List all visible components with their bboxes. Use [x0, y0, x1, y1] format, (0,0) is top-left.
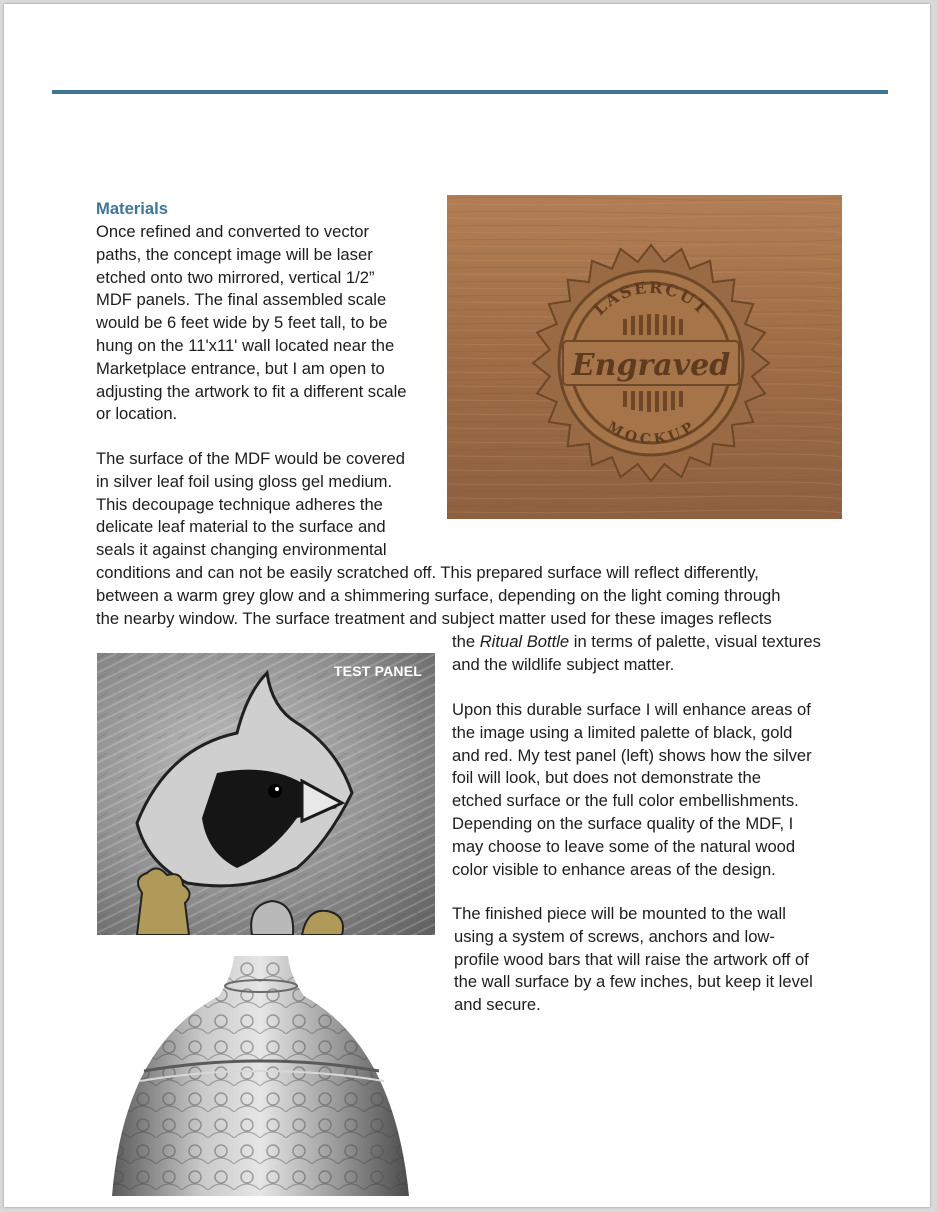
text-fragment: in terms of palette, visual textures [569, 632, 821, 651]
text-line: conditions and can not be easily scratched off. This prepared surface will reflect differently, [96, 562, 759, 582]
text-line: in silver leaf foil using gloss gel medium. [96, 471, 393, 491]
text-line: This decoupage technique adheres the [96, 494, 383, 514]
text-line: delicate leaf material to the surface and [96, 517, 386, 537]
badge-top-text: LASERCUT [589, 277, 713, 320]
text-line: foil will look, but does not demonstrate the [452, 768, 762, 788]
badge-bottom-text: MOCKUP [604, 418, 699, 448]
text-line: seals it against changing environmental [96, 540, 387, 560]
paragraph-materials-intro [96, 221, 407, 426]
text-line: the wall surface by a few inches, but keep it level [454, 972, 813, 992]
text-line: etched onto two mirrored, vertical 1/2” [96, 267, 375, 287]
paragraph-enhance [452, 699, 812, 881]
paragraph-mounting [452, 903, 813, 1017]
text-line: paths, the concept image will be laser [96, 244, 373, 264]
text-line: etched surface or the full color embellishments. [452, 791, 799, 811]
cardinal-illustration [97, 653, 435, 935]
text-line: profile wood bars that will raise the artwork off of [454, 949, 809, 969]
text-line: adjusting the artwork to fit a different scale [96, 381, 407, 401]
text-line [452, 631, 821, 654]
paragraph-surface-tail [452, 631, 821, 677]
test-panel-label: TEST PANEL [333, 663, 422, 679]
text-line: and secure. [454, 995, 541, 1015]
ritual-bottle-image [104, 956, 418, 1196]
engraved-badge-graphic [447, 195, 842, 519]
text-line: Depending on the surface quality of the MDF, I [452, 813, 794, 833]
text-line: MDF panels. The final assembled scale [96, 290, 387, 310]
test-panel-image [97, 653, 435, 935]
text-line: between a warm grey glow and a shimmering surface, depending on the light coming through [96, 585, 781, 605]
text-line: The finished piece will be mounted to the wall [452, 904, 786, 923]
text-fragment: the [452, 632, 480, 651]
text-line: would be 6 feet wide by 5 feet tall, to be [96, 313, 388, 333]
badge-center-text: Engraved [571, 348, 731, 383]
text-line: or location. [96, 404, 178, 424]
text-line: and red. My test panel (left) shows how the silver [452, 745, 812, 765]
text-line: The surface of the MDF would be covered [96, 449, 405, 468]
silver-bottle-graphic [104, 956, 418, 1196]
text-line: may choose to leave some of the natural wood [452, 836, 796, 856]
text-line: hung on the 11'x11' wall located near the [96, 335, 395, 355]
text-line: the image using a limited palette of black, gold [452, 722, 793, 742]
header-rule [52, 90, 888, 94]
text-line: and the wildlife subject matter. [452, 654, 675, 674]
text-line: Marketplace entrance, but I am open to [96, 358, 385, 378]
text-line: using a system of screws, anchors and low- [454, 926, 775, 946]
engraved-wood-image [447, 195, 842, 519]
document-page [4, 4, 930, 1207]
text-line: Upon this durable surface I will enhance areas of [452, 700, 811, 719]
text-line: color visible to enhance areas of the design. [452, 859, 776, 879]
section-heading: Materials [96, 199, 168, 218]
text-line: Once refined and converted to vector [96, 222, 370, 241]
text-line: the nearby window. The surface treatment and subject matter used for these images reflects [96, 608, 772, 628]
italic-title: Ritual Bottle [479, 632, 570, 651]
